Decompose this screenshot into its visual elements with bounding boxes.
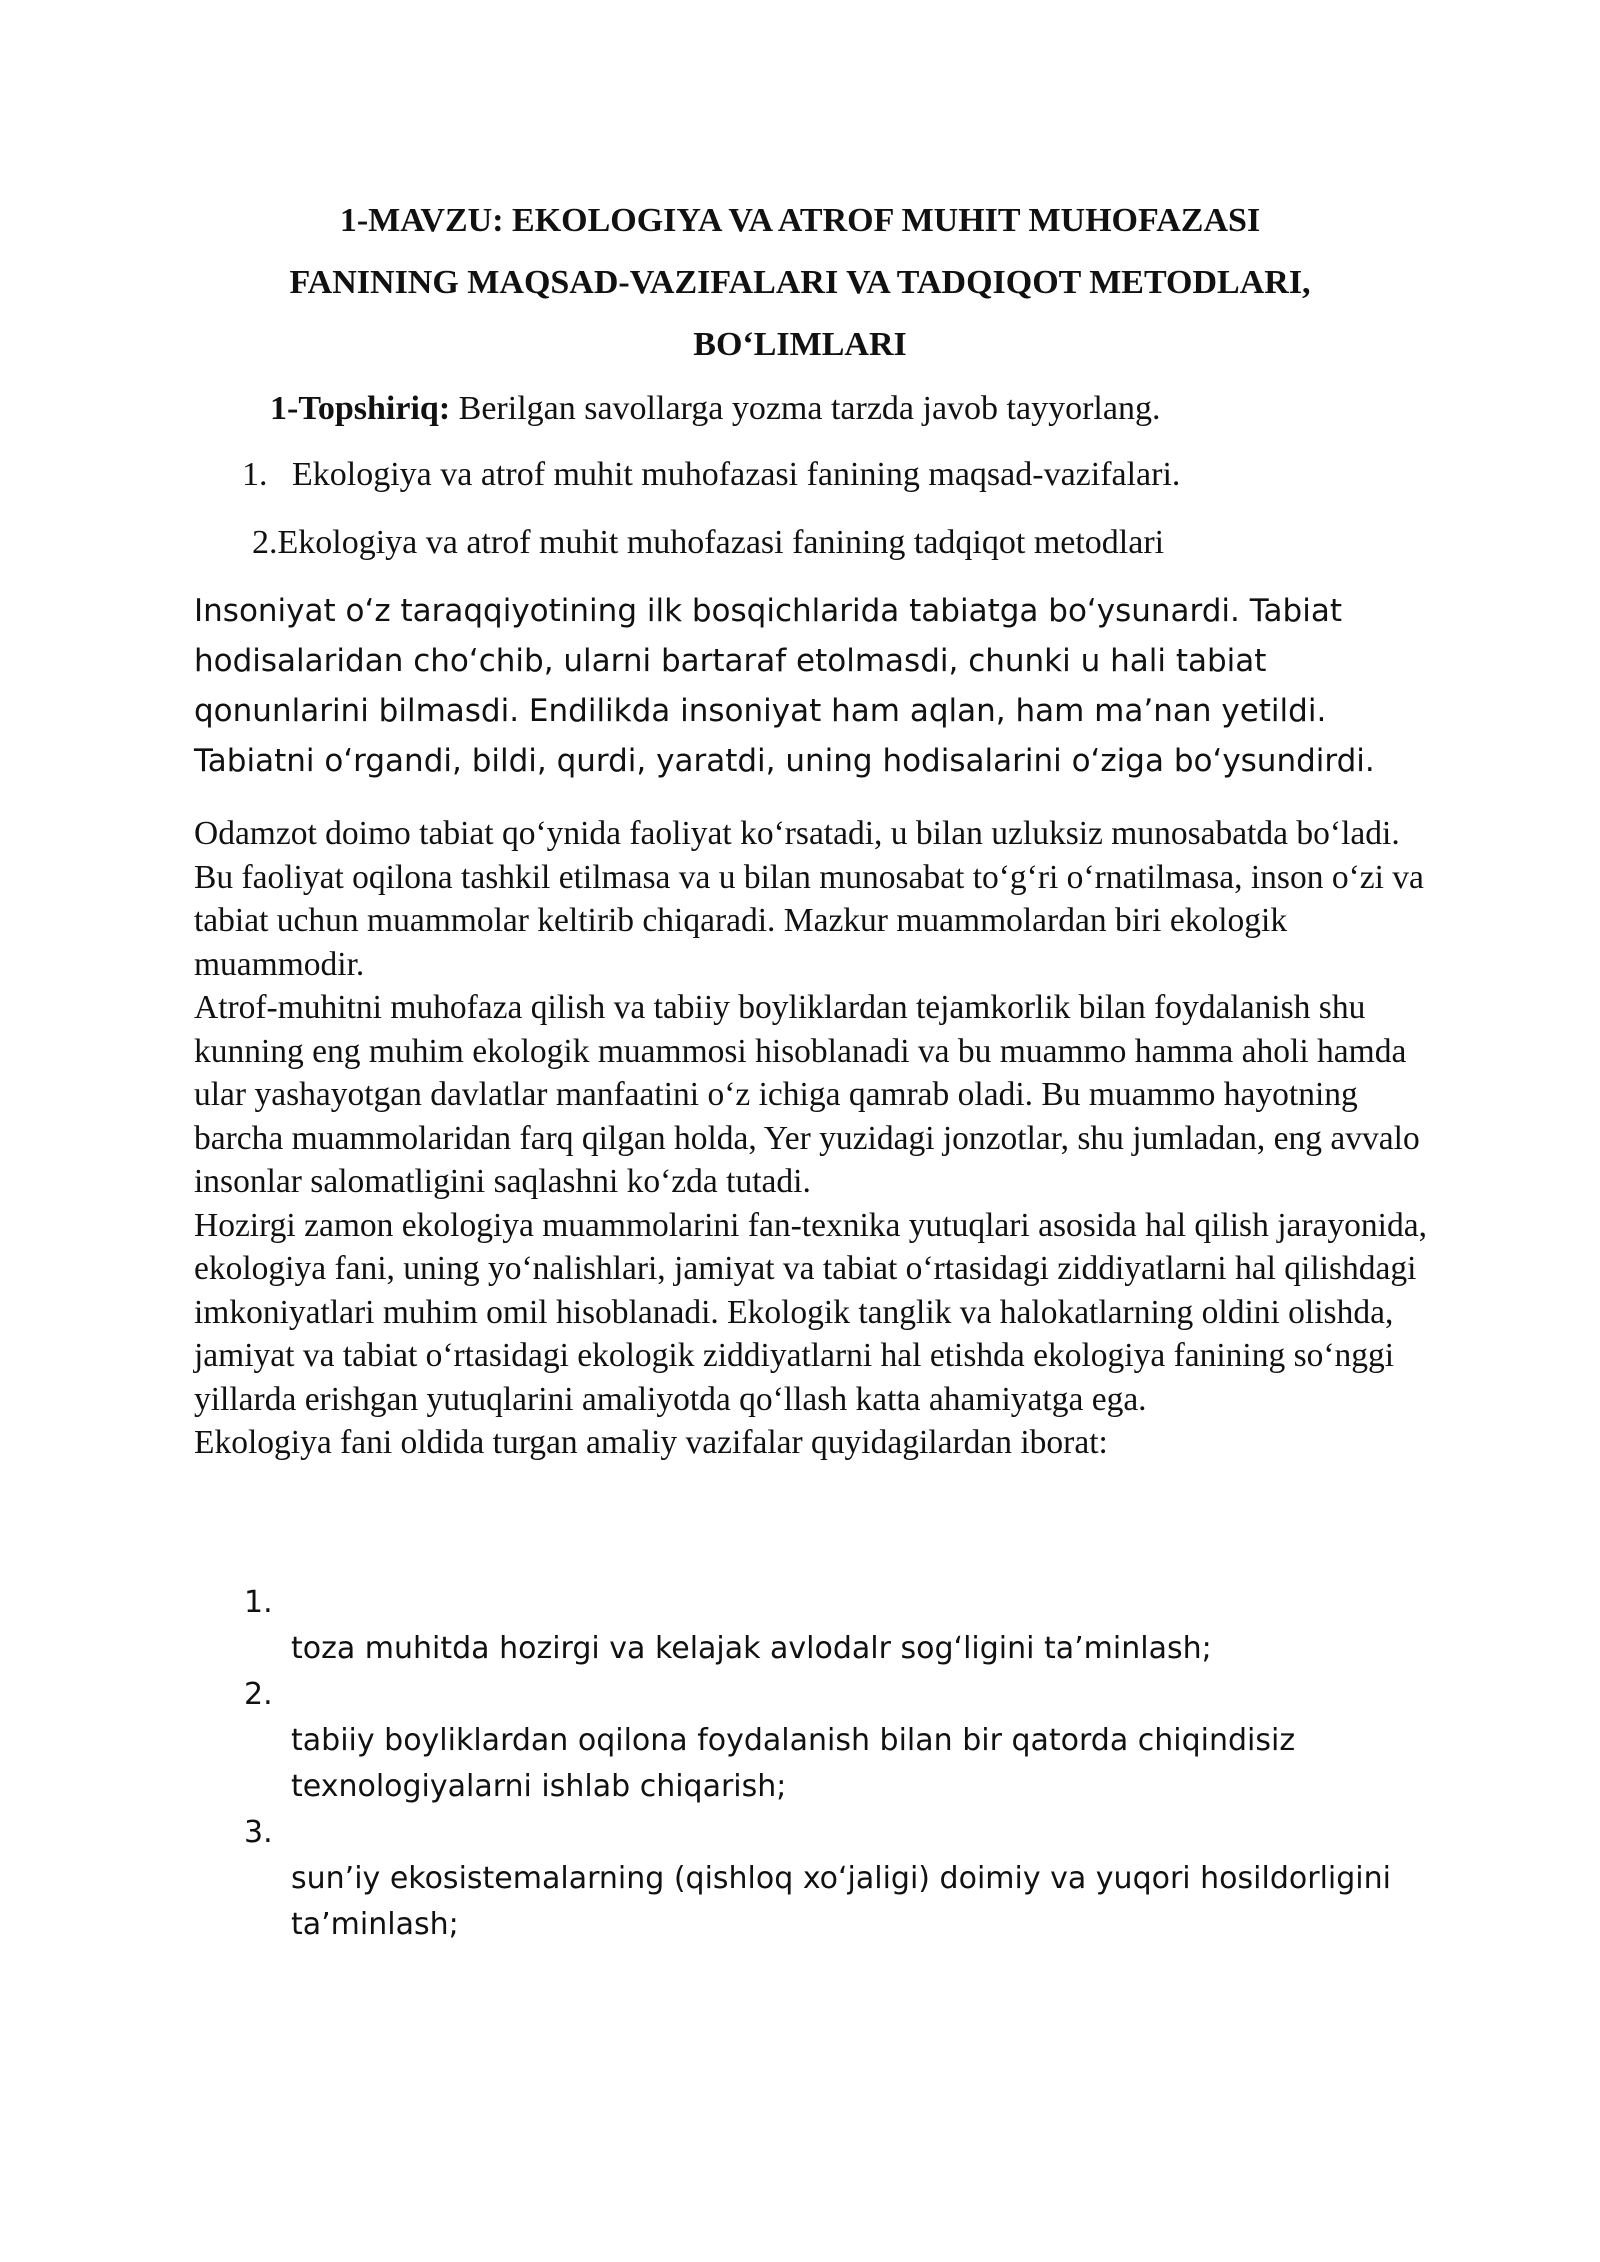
task-label: 1-Topshiriq:	[270, 390, 451, 427]
list-item	[194, 1810, 1444, 1948]
question-number: 1.	[242, 456, 268, 493]
question-number: 2.	[252, 524, 278, 561]
list-item-number: 2.	[244, 1677, 273, 1712]
intro-paragraph: Insoniyat o‘z taraqqiyotining ilk bosqichlarida tabiatga bo‘ysunardi. Tabiat hodisalaridan cho‘chib, ularni bartaraf etolmasdi, chunki u hali tabiat qonunlarini bilmasdi. Endilikda insoniyat ham aqlan, ham ma’nan yetildi. Tabiatni o‘rgandi, bildi, qurdi, yaratdi, uning hodisalarini o‘ziga bo‘ysundirdi.	[194, 593, 1375, 779]
title-line-3: BO‘LIMLARI	[693, 326, 907, 363]
list-item-text: tabiiy boyliklardan oqilona foydalanish bilan bir qatorda chiqindisiz texnologiyalarni ishlab chiqarish;	[291, 1723, 1296, 1804]
page-title	[190, 190, 1410, 376]
list-item	[194, 1580, 1444, 1672]
paragraph: Hozirgi zamon ekologiya muammolarini fan-texnika yutuqlari asosida hal qilish jarayonida, ekologiya fani, uning yo‘nalishlari, jamiyat va tabiat o‘rtasidagi ziddiyatlarni hal qilishdagi imkoniyatlari muhim omil hisoblanadi. Ekologik tanglik va halokatlarning oldini olishda, jamiyat va tabiat o‘rtasidagi ekologik ziddiyatlarni hal etishda ekologiya fanining so‘nggi yillarda erishgan yutuqlarini amaliyotda qo‘llash katta ahamiyatga ega.	[194, 1206, 1427, 1418]
list-item-text: toza muhitda hozirgi va kelajak avlodalr sog‘ligini ta’minlash;	[291, 1631, 1212, 1666]
tasks-list	[194, 1580, 1444, 1948]
list-item-number: 3.	[244, 1815, 273, 1850]
paragraph: Atrof-muhitni muhofaza qilish va tabiiy boyliklardan tejamkorlik bilan foydalanish shu kunning eng muhim ekologik muammosi hisoblanadi va bu muammo hamma aholi hamda ular yashayotgan davlatlar manfaatini o‘z ichiga qamrab oladi. Bu muammo hayotning barcha muammolaridan farq qilgan holda, Yer yuzidagi jonzotlar, shu jumladan, eng avvalo insonlar salomatligini saqlashni ko‘zda tutadi.	[194, 989, 1420, 1200]
body-text	[194, 812, 1444, 1465]
question-item	[242, 452, 1180, 498]
list-item-text: sun’iy ekosistemalarning (qishloq xo‘jaligi) doimiy va yuqori hosildorligini ta’minlash;	[291, 1861, 1391, 1942]
question-item	[252, 520, 1164, 566]
list-item	[194, 1672, 1444, 1810]
title-line-1: 1-MAVZU: EKOLOGIYA VA ATROF MUHIT MUHOFAZASI	[339, 202, 1261, 239]
task-text: Berilgan savollarga yozma tarzda javob tayyorlang.	[450, 390, 1161, 427]
question-text: Ekologiya va atrof muhit muhofazasi fanining tadqiqot metodlari	[277, 524, 1165, 561]
task-statement	[270, 386, 1160, 432]
title-line-2: FANINING MAQSAD-VAZIFALARI VA TADQIQOT METODLARI,	[289, 264, 1311, 301]
question-text: Ekologiya va atrof muhit muhofazasi fanining maqsad-vazifalari.	[292, 456, 1181, 493]
paragraph: Odamzot doimo tabiat qo‘ynida faoliyat ko‘rsatadi, u bilan uzluksiz munosabatda bo‘ladi. Bu faoliyat oqilona tashkil etilmasa va u bilan munosabat to‘g‘ri o‘rnatilmasa, inson o‘zi va tabiat uchun muammolar keltirib chiqaradi. Mazkur muammolardan biri ekologik muammodir.	[194, 815, 1424, 983]
paragraph: Ekologiya fani oldida turgan amaliy vazifalar quyidagilardan iborat:	[194, 1424, 1108, 1461]
list-item-number: 1.	[244, 1585, 273, 1620]
